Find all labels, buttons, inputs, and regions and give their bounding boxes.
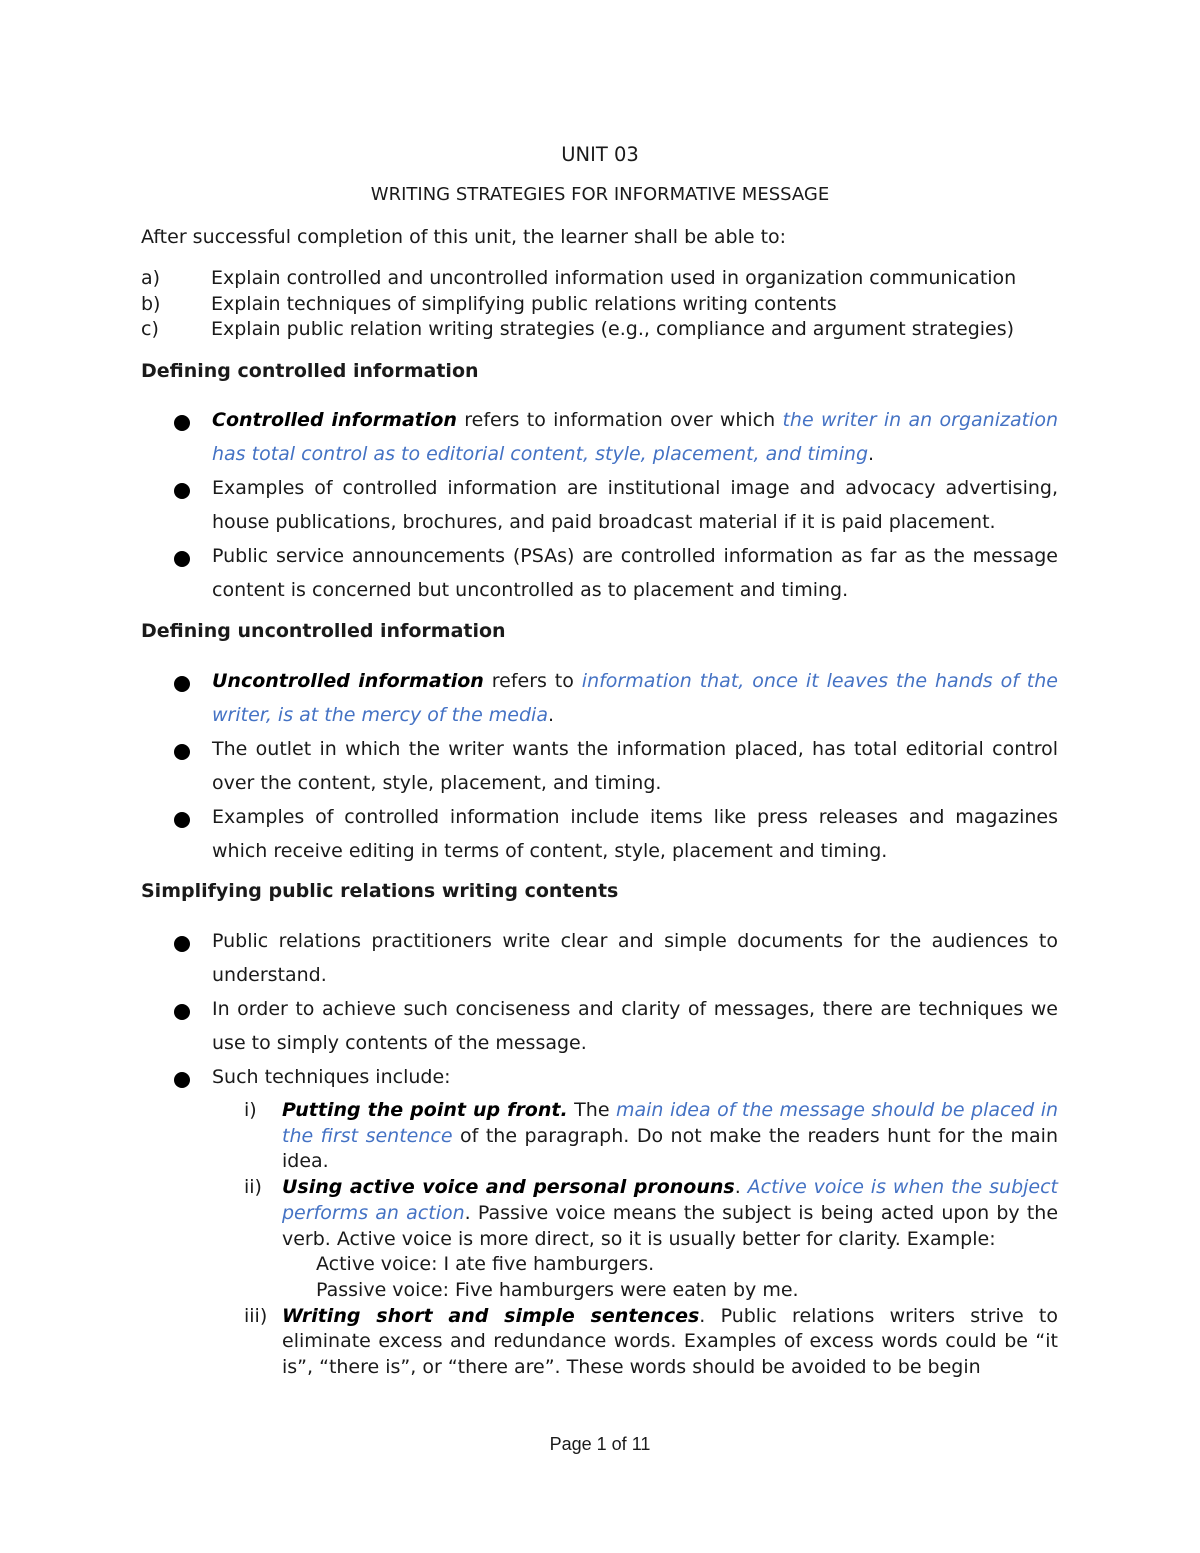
unit-number: UNIT 03: [561, 143, 639, 166]
learning-outcomes-intro: After successful completion of this unit, the learner shall be able to:: [141, 226, 787, 248]
document-title: WRITING STRATEGIES FOR INFORMATIVE MESSAGE: [370, 184, 830, 205]
list-item-text: Examples of controlled information are institutional image and advocacy advertising, house publications, brochures, and paid broadcast material if it is paid placement.: [212, 477, 1058, 533]
bullet-icon: [174, 744, 190, 760]
list-item-text: The outlet in which the writer wants the information placed, has total editorial control over the content, style, placement, and timing.: [212, 738, 1058, 794]
list-item: [141, 266, 1061, 292]
example-passive-voice: Passive voice: Five hamburgers were eaten by me.: [316, 1278, 799, 1301]
list-item: [141, 317, 1061, 343]
list-item-text: Examples of controlled information include items like press releases and magazines which receive editing in terms of content, style, placement and timing.: [212, 806, 1058, 862]
definition: information that, once it leaves the hands of the writer, is at the mercy of the media: [212, 670, 1058, 726]
term: Controlled information: [212, 409, 457, 431]
list-item: [174, 801, 1058, 868]
text: .: [868, 442, 875, 465]
section-heading-controlled: Defining controlled information: [141, 360, 479, 382]
list-item-label: b): [141, 292, 161, 315]
list-item-text: Such techniques include:: [212, 1066, 451, 1088]
list-item: [174, 540, 1058, 607]
list-item-label: c): [141, 318, 159, 340]
uncontrolled-bullets: [174, 665, 1058, 869]
text: . Passive voice means the subject is being acted upon by the verb. Active voice is more direct, so it is usually better for clarity. Example:: [282, 1201, 1059, 1250]
text: refers to information over which: [456, 409, 783, 431]
example-active-voice: Active voice: I ate five hamburgers.: [316, 1253, 655, 1276]
term: Uncontrolled information: [212, 670, 484, 692]
definition: the writer in an organization has total control as to editorial content, style, placement, and timing: [212, 409, 1058, 465]
text: The: [567, 1099, 616, 1121]
list-item: [244, 1304, 1058, 1381]
bullet-icon: [174, 936, 190, 952]
techniques-list: [244, 1098, 1058, 1381]
list-item-label: a): [141, 267, 161, 289]
page-number: Page 1 of 11: [549, 1434, 651, 1454]
list-item-text: Explain techniques of simplifying public relations writing contents: [211, 292, 837, 315]
bullet-icon: [174, 415, 190, 431]
definition: Active voice is when the subject performs an action: [282, 1176, 1058, 1224]
bullet-icon: [174, 1072, 190, 1088]
text: of the paragraph. Do not make the readers hunt for the main idea.: [282, 1124, 1058, 1173]
technique-title: Putting the point up front.: [282, 1099, 568, 1121]
list-item: [244, 1098, 1058, 1175]
list-item: [174, 665, 1058, 732]
bullet-icon: [174, 676, 190, 692]
list-item-number: i): [244, 1099, 257, 1121]
list-item-text: Explain public relation writing strategies (e.g., compliance and argument strategies): [211, 318, 1015, 340]
list-item: [244, 1175, 1058, 1304]
section-heading-simplifying: Simplifying public relations writing contents: [141, 880, 619, 902]
list-item-number: iii): [244, 1304, 268, 1327]
list-item-text: Explain controlled and uncontrolled information used in organization communication: [211, 267, 1017, 289]
text: .: [734, 1176, 748, 1199]
technique-title: Writing short and simple sentences: [282, 1304, 700, 1327]
list-item: [174, 1061, 1058, 1095]
bullet-icon: [174, 551, 190, 567]
bullet-icon: [174, 812, 190, 828]
section-heading-uncontrolled: Defining uncontrolled information: [141, 620, 506, 642]
bullet-icon: [174, 483, 190, 499]
simplifying-bullets: [174, 925, 1058, 1096]
list-item-text: Public relations practitioners write clear and simple documents for the audiences to understand.: [212, 930, 1058, 986]
controlled-bullets: [174, 404, 1058, 608]
text: . Public relations writers strive to eliminate excess and redundance words. Examples of excess words could be “it is”, “there is”, or “there are”. These words should be avoided to be begin: [282, 1304, 1058, 1379]
list-item: [174, 472, 1058, 539]
list-item-text: Public service announcements (PSAs) are controlled information as far as the message content is concerned but uncontrolled as to placement and timing.: [212, 545, 1058, 601]
bullet-icon: [174, 1004, 190, 1020]
technique-title: Using active voice and personal pronouns: [282, 1176, 735, 1199]
list-item: [174, 404, 1058, 471]
list-item: [174, 993, 1058, 1060]
text: refers to: [483, 670, 582, 692]
list-item: [174, 925, 1058, 992]
definition: main idea of the message should be placed in the first sentence: [282, 1099, 1059, 1147]
list-item-text: In order to achieve such conciseness and clarity of messages, there are techniques we use to simply contents of the message.: [212, 998, 1058, 1054]
list-item-number: ii): [244, 1176, 262, 1199]
list-item: [141, 292, 1061, 318]
list-item: [174, 733, 1058, 800]
text: .: [547, 703, 555, 726]
objectives-list: [141, 266, 1061, 343]
